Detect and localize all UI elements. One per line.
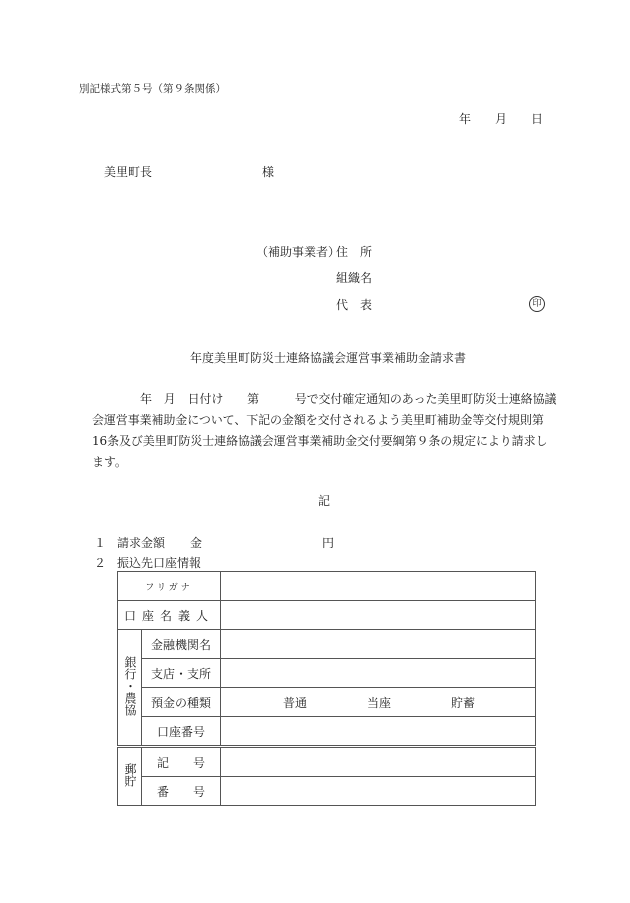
symbol-label: 記 号 xyxy=(142,747,221,777)
account-number-field[interactable] xyxy=(221,717,536,747)
account-number-row xyxy=(118,717,536,747)
date-line: 年 月 日 xyxy=(459,112,544,126)
deposit-type-label: 預金の種類 xyxy=(142,688,221,717)
item2-label: 振込先口座情報 xyxy=(117,556,202,570)
branch-field[interactable] xyxy=(221,659,536,688)
account-holder-label: 口座名義人 xyxy=(118,601,221,630)
bank-group-label: 銀行・農協 xyxy=(118,630,142,747)
applicant-role: （補助事業者） xyxy=(256,245,341,259)
account-table xyxy=(117,571,536,806)
institution-row xyxy=(118,630,536,659)
furigana-field[interactable] xyxy=(221,572,536,601)
furigana-row xyxy=(118,572,536,601)
postal-group-label: 郵貯 xyxy=(118,747,142,806)
address-label: 住 所 xyxy=(336,245,373,259)
deposit-type-row xyxy=(118,688,536,717)
form-number: 別記様式第５号（第９条関係） xyxy=(79,83,226,95)
account-holder-field[interactable] xyxy=(221,601,536,630)
item1-label: 請求金額 xyxy=(117,536,166,550)
number-row xyxy=(118,777,536,806)
option-chochiku[interactable]: 貯蓄 xyxy=(450,695,475,710)
account-holder-row xyxy=(118,601,536,630)
number-field[interactable] xyxy=(221,777,536,806)
body-paragraph: 年 月 日付け 第 号で交付確定通知のあった美里町防災士連絡協議会運営事業補助金について、下記の金額を交付されるよう美里町補助金等交付規則第16条及び美里町防災士連絡協議会運営事業補助金交付要綱第９条の規定により請求します。 xyxy=(92,392,557,469)
addressee-name: 美里町長 xyxy=(104,165,153,179)
item1-yen: 円 xyxy=(322,536,335,550)
document-title: 年度美里町防災士連絡協議会運営事業補助金請求書 xyxy=(190,351,467,365)
symbol-row xyxy=(118,747,536,777)
item2-number: ２ xyxy=(94,556,107,570)
furigana-label: フリガナ xyxy=(118,572,221,601)
symbol-field[interactable] xyxy=(221,747,536,777)
option-toza[interactable]: 当座 xyxy=(366,695,391,710)
ki-heading: 記 xyxy=(318,494,331,508)
item1-kin: 金 xyxy=(190,536,203,550)
addressee-honorific: 様 xyxy=(262,165,275,179)
account-number-label: 口座番号 xyxy=(142,717,221,747)
seal-mark: 印 xyxy=(529,296,545,312)
org-label: 組織名 xyxy=(336,271,373,285)
institution-label: 金融機関名 xyxy=(142,630,221,659)
rep-label: 代 表 xyxy=(336,298,373,312)
option-futsu[interactable]: 普通 xyxy=(283,695,308,710)
branch-row xyxy=(118,659,536,688)
deposit-type-options xyxy=(221,688,536,717)
branch-label: 支店・支所 xyxy=(142,659,221,688)
number-label: 番 号 xyxy=(142,777,221,806)
institution-field[interactable] xyxy=(221,630,536,659)
item1-number: １ xyxy=(94,536,107,550)
